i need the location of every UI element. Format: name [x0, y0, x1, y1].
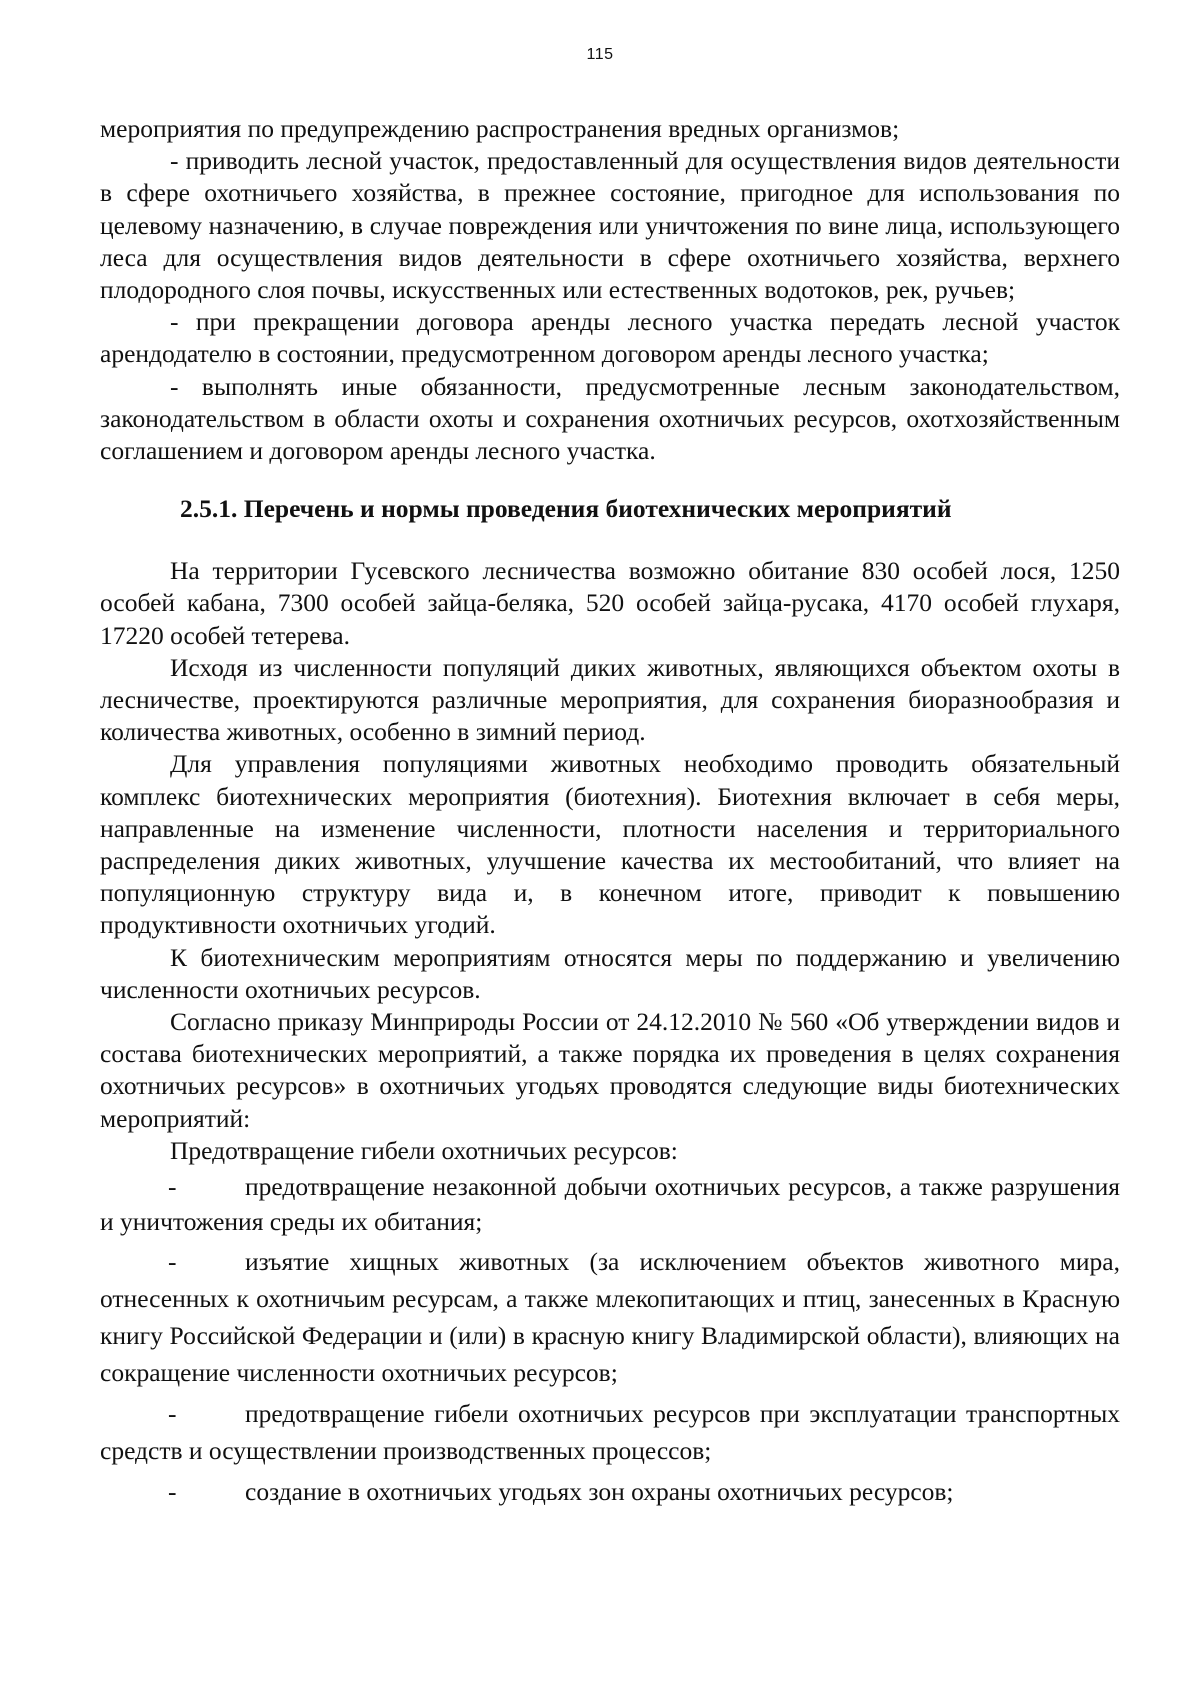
dash-marker: -	[168, 1247, 177, 1277]
intro-paragraph-other-duties: - выполнять иные обязанности, предусмотренные лесным законодательством, законодательством в области охоты и сохранения охотничьих ресурсов, охотхозяйственным соглашением и договором аренды лесного участка.	[100, 371, 1120, 466]
intro-paragraph-restore-plot: - приводить лесной участок, предоставленный для осуществления видов деятельности в сфере охотничьего хозяйства, в прежнее состояние, пригодное для использования по целевому назначению, в случае повреждения или уничтожения по вине лица, использующего леса для осуществления видов деятельности в сфере охотничьего хозяйства, верхнего плодородного слоя почвы, искусственных или естественных водотоков, рек, ручьев;	[100, 146, 1120, 305]
body-paragraph-population: На территории Гусевского лесничества возможно обитание 830 особей лося, 1250 особей кабана, 7300 особей зайца-беляка, 520 особей зайца-русака, 4170 особей глухаря, 17220 особей тетерева.	[100, 556, 1120, 650]
section-heading: 2.5.1. Перечень и нормы проведения биотехнических мероприятий	[180, 494, 952, 524]
dash-list-item	[100, 1243, 1120, 1391]
body-paragraph-biotechnics: Для управления популяциями животных необходимо проводить обязательный комплекс биотехнических мероприятия (биотехния). Биотехния включает в себя меры, направленные на изменение численности, плотности населения и территориального распределения диких животных, улучшение качества их местообитаний, что влияет на популяционную структуру вида и, в конечном итоге, приводит к повышению продуктивности охотничьих угодий.	[100, 749, 1120, 940]
dash-list-item-text: предотвращение гибели охотничьих ресурсов при эксплуатации транспортных средств и осуществлении производственных процессов;	[100, 1399, 1120, 1466]
dash-list-item-text: создание в охотничьих угодьях зон охраны охотничьих ресурсов;	[245, 1477, 954, 1507]
dash-marker: -	[168, 1172, 177, 1202]
dash-list-item-text: изъятие хищных животных (за исключением объектов животного мира, отнесенных к охотничьим ресурсам, а также млекопитающих и птиц, занесенных в Красную книгу Российской Федерации и (или) в красную книгу Владимирской области), влияющих на сокращение численности охотничьих ресурсов;	[100, 1247, 1120, 1388]
body-paragraph-prevention-title: Предотвращение гибели охотничьих ресурсов:	[170, 1135, 678, 1165]
dash-marker: -	[168, 1477, 177, 1507]
dash-list-item	[100, 1169, 1120, 1239]
page-number: 115	[586, 46, 614, 63]
dash-list-item-text: предотвращение незаконной добычи охотничьих ресурсов, а также разрушения и уничтожения среды их обитания;	[100, 1172, 1120, 1237]
body-paragraph-support: К биотехническим мероприятиям относятся меры по поддержанию и увеличению численности охотничьих ресурсов.	[100, 942, 1120, 1004]
intro-paragraph-continued: мероприятия по предупреждению распространения вредных организмов;	[100, 114, 900, 143]
dash-marker: -	[168, 1399, 177, 1429]
body-paragraph-measures: Исходя из численности популяций диких животных, являющихся объектом охоты в лесничестве, проектируются различные мероприятия, для сохранения биоразнообразия и количества животных, особенно в зимний период.	[100, 652, 1120, 747]
dash-list-item	[100, 1473, 1120, 1510]
document-body	[100, 113, 1120, 1510]
intro-paragraph-lease-termination: - при прекращении договора аренды лесного участка передать лесной участок арендодателю в состоянии, предусмотренном договором аренды лесного участка;	[100, 307, 1120, 369]
dash-list-item	[100, 1395, 1120, 1469]
body-paragraph-order: Согласно приказу Минприроды России от 24.12.2010 № 560 «Об утверждении видов и состава биотехнических мероприятий, а также порядка их проведения в целях сохранения охотничьих ресурсов» в охотничьих угодьях проводятся следующие виды биотехнических мероприятий:	[100, 1007, 1120, 1133]
